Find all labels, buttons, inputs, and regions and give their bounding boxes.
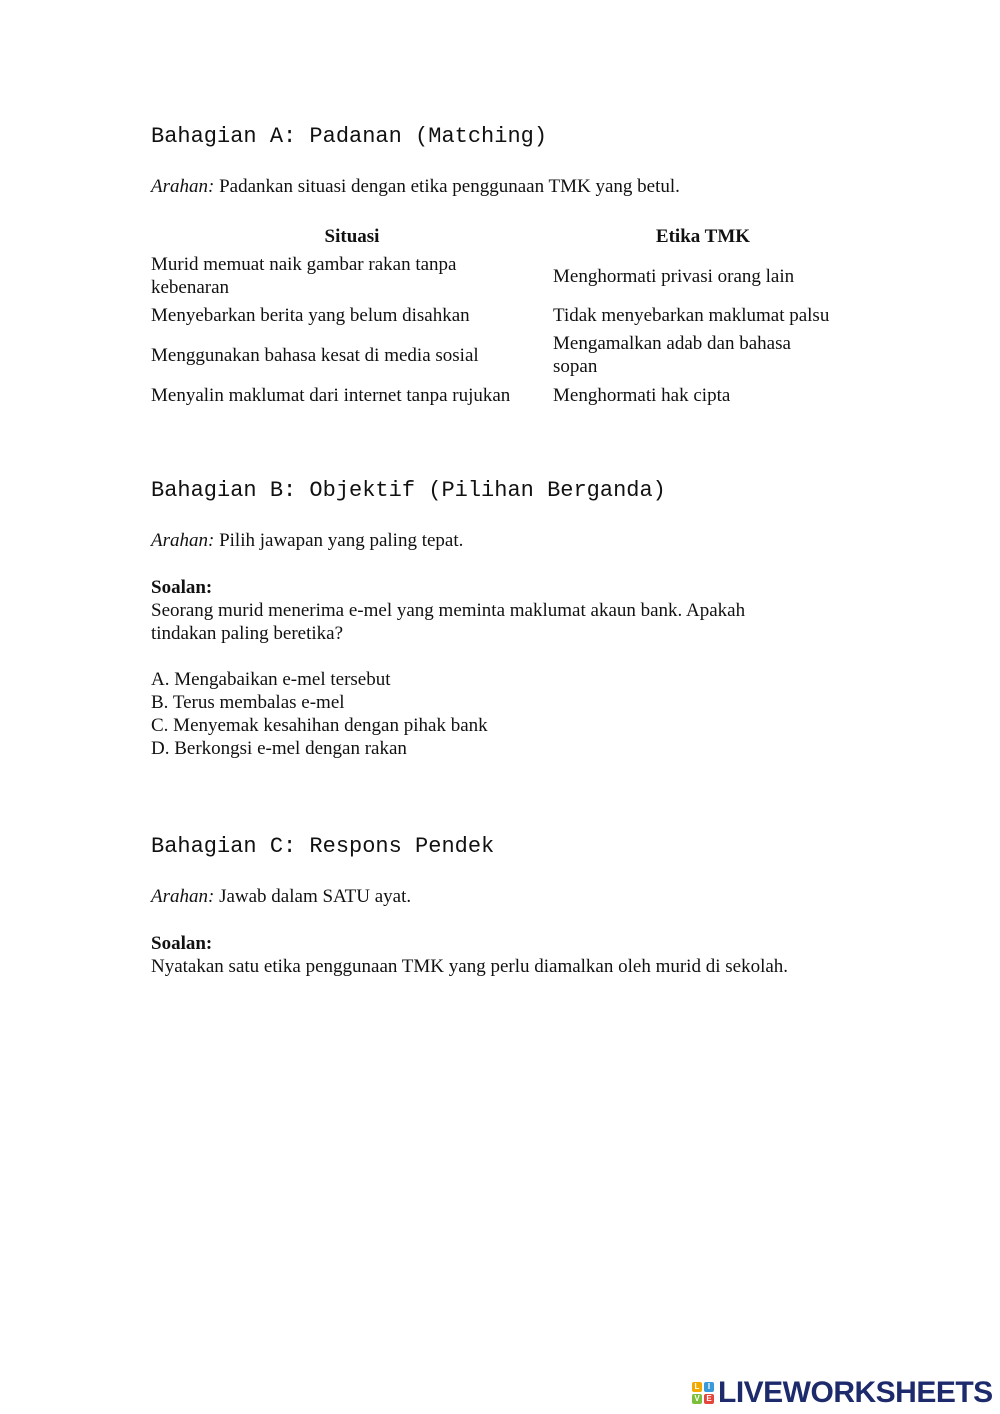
question-text: Seorang murid menerima e-mel yang meminta maklumat akaun bank. Apakah tindakan paling beretika? [151, 600, 746, 644]
section-c-question [151, 932, 851, 978]
table-row [151, 380, 853, 410]
etika-cell: Menghormati hak cipta [553, 384, 731, 406]
logo-text: LIVEWORKSHEETS [718, 1376, 993, 1409]
instruction-label: Arahan: [151, 176, 215, 197]
situasi-cell: Murid memuat naik gambar rakan tanpa kebenaran [151, 254, 457, 298]
logo-square-v: V [692, 1394, 702, 1404]
section-b-instruction [151, 529, 851, 552]
liveworksheets-logo[interactable] [692, 1376, 993, 1410]
etika-cell: Menghormati privasi orang lain [553, 265, 795, 287]
instruction-label: Arahan: [151, 886, 215, 907]
question-label: Soalan: [151, 577, 213, 598]
table-row [151, 252, 853, 300]
situasi-cell: Menyalin maklumat dari internet tanpa rujukan [151, 384, 511, 406]
option-b: B. Terus membalas e-mel [151, 692, 345, 713]
situasi-cell: Menggunakan bahasa kesat di media sosial [151, 344, 479, 366]
situasi-cell: Menyebarkan berita yang belum disahkan [151, 304, 470, 326]
table-row [151, 330, 853, 380]
header-etika: Etika TMK [655, 226, 751, 247]
option-d: D. Berkongsi e-mel dengan rakan [151, 738, 407, 759]
etika-cell: Tidak menyebarkan maklumat palsu [553, 304, 830, 326]
instruction-text: Padankan situasi dengan etika penggunaan TMK yang betul. [214, 176, 680, 197]
etika-cell: Mengamalkan adab dan bahasa sopan [553, 333, 791, 377]
options-list [151, 668, 851, 760]
section-c-title: Bahagian C: Respons Pendek [151, 834, 495, 859]
logo-square-i: I [704, 1382, 714, 1392]
logo-square-e: E [704, 1394, 714, 1404]
option-c: C. Menyemak kesahihan dengan pihak bank [151, 715, 488, 736]
table-row [151, 300, 853, 330]
logo-square-l: L [692, 1382, 702, 1392]
section-b-title: Bahagian B: Objektif (Pilihan Berganda) [151, 478, 666, 503]
section-a-title: Bahagian A: Padanan (Matching) [151, 124, 548, 149]
section-a-instruction [151, 175, 851, 198]
header-situasi: Situasi [324, 226, 380, 247]
instruction-text: Pilih jawapan yang paling tepat. [214, 530, 464, 551]
matching-table [151, 222, 853, 410]
question-text: Nyatakan satu etika penggunaan TMK yang perlu diamalkan oleh murid di sekolah. [151, 956, 789, 977]
instruction-text: Jawab dalam SATU ayat. [214, 886, 412, 907]
option-a: A. Mengabaikan e-mel tersebut [151, 669, 391, 690]
instruction-label: Arahan: [151, 530, 215, 551]
section-c-instruction [151, 885, 851, 908]
section-b-question [151, 576, 851, 645]
question-label: Soalan: [151, 933, 213, 954]
logo-grid-icon [692, 1382, 714, 1404]
